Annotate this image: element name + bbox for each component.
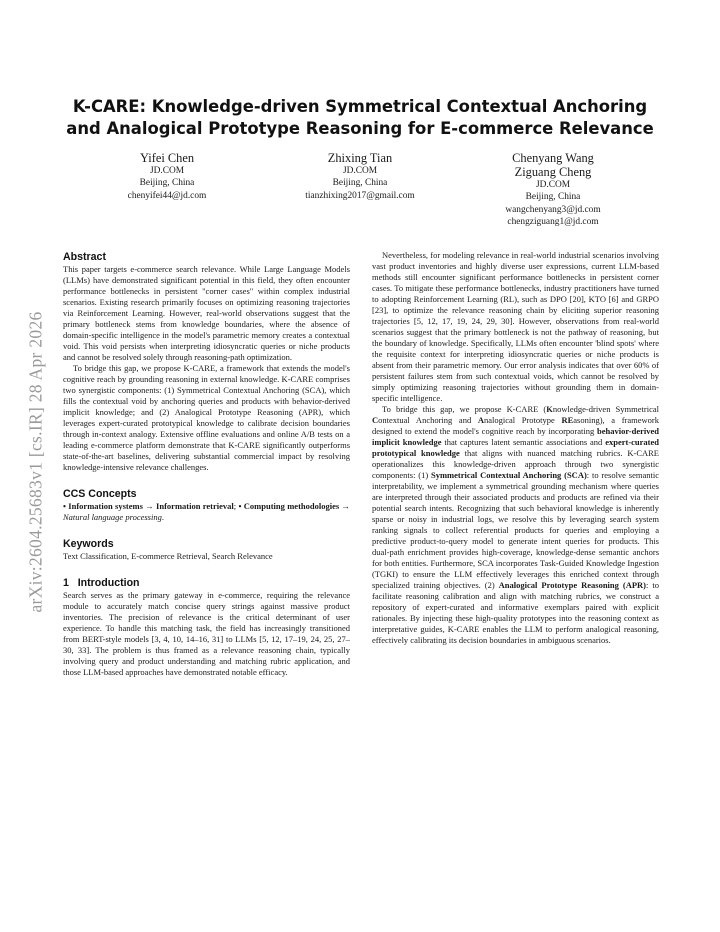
ccs-concept-2: • Computing methodologies	[238, 501, 340, 511]
right-column	[372, 250, 659, 646]
left-column	[63, 250, 350, 678]
abstract-paragraph-2: To bridge this gap, we propose K-CARE, a framework that extends the model's cognitive reach by grounding reasoning in external knowledge. K-CARE comprises two synergistic components: (1) Symmetrical Contextual Anchoring (SCA), which fills the contextual void by anchoring queries and products with behavior-derived implicit knowledge; and (2) Analogical Prototype Reasoning (APR), which leverages expert-curated prototypical knowledge to calibrate decision boundaries through in-context analogy. Extensive offline evaluations and online A/B tests on a leading e-commerce platform demonstrate that K-CARE significantly outperforms state-of-the-art baselines, delivering substantial commercial impact by resolving knowledge-intensive relevance challenges.	[63, 363, 350, 472]
arxiv-watermark	[16, 262, 56, 662]
author-org: JD.COM	[149, 166, 185, 176]
author-block-1	[92, 151, 242, 202]
author-location: Beijing, China	[525, 192, 581, 203]
author-org: JD.COM	[535, 180, 571, 190]
author-email-2: chengziguang1@jd.com	[507, 216, 599, 227]
abstract-heading: Abstract	[63, 251, 106, 263]
author-email: tianzhixing2017@gmail.com	[305, 190, 415, 201]
arxiv-id: arXiv:2604.25683v1 [cs.IR] 28 Apr 2026	[25, 311, 46, 613]
introduction-heading: 1 Introduction	[63, 577, 140, 589]
author-block-3	[478, 151, 628, 228]
emphasis-expert-knowledge: expert-curated prototypical knowledge	[372, 437, 659, 458]
title-line-1: K-CARE: Knowledge-driven Symmetrical Contextual Anchoring	[72, 97, 648, 116]
ccs-separator: ;	[233, 501, 239, 511]
emphasis-behavior-knowledge: behavior-derived implicit knowledge	[372, 426, 659, 447]
title-line-2: and Analogical Prototype Reasoning for E-commerce Relevance	[66, 119, 654, 138]
author-block-2	[280, 151, 440, 202]
right-paragraph-2: To bridge this gap, we propose K-CARE (Knowledge-driven Symmetrical Contextual Anchoring and Analogical Prototype REasoning), a framework designed to extend the model's cognitive reach by incorporating behavior-derived implicit knowledge that captures latent semantic associations and expert-curated prototypical knowledge that aligns with nuanced matching rubrics. K-CARE operationalizes this knowledge-driven approach through two synergistic components: (1) Symmetrical Contextual Anchoring (SCA): to resolve semantic interpretability, we implement a symmetrical grounding mechanism where queries are interpreted through their associated products and products are refined via their potential search intents. Recognizing that such behavioral knowledge is inherently sparse or noisy in industrial logs, we resolve this by leveraging search system ranking signals to collect referential products for queries and employing a predictive product-to-query model to generate intent queries for products. This dual-path enrichment provides high-coverage, knowledge-dense semantic anchors for both entities. Furthermore, SCA incorporates Task-Guided Knowledge Ingestion (TGKI) to ensure the LLM effectively leverages this enriched context through specialized training objectives. (2) Analogical Prototype Reasoning (APR): to facilitate reasoning calibration and align with matching rubrics, we construct a repository of expert-curated and informative exemplars paired with explicit rationales. By injecting these high-quality prototypes into the reasoning context as interpretative guides, K-CARE enables the LLM to perform analogical reasoning, effectively calibrating its decision boundaries in ambiguous scenarios.	[372, 404, 659, 645]
author-name: Zhixing Tian	[327, 151, 393, 165]
right-paragraph-1: Nevertheless, for modeling relevance in real-world industrial scenarios involving vast product inventories and highly diverse user expressions, current LLM-based methods still encounter significant performance bottlenecks in persistent corner cases. To mitigate these performance bottlenecks, industry practitioners have turned to adopting Reinforcement Learning (RL), such as DPO [20], KTO [6] and GRPO [23], to optimize the relevance reasoning chain by eliciting superior reasoning trajectories [5, 12, 17, 19, 24, 29, 30]. However, observations from real-world scenarios suggest that the primary bottleneck is not the pathway of reasoning, but the boundary of knowledge. Specifically, LLMs often encounter 'blind spots' where the requisite context for interpreting idiosyncratic queries or niche products is absent from their parametric memory. Our error analysis indicates that over 60% of persistent failures stem from such contextual voids, which cannot be resolved by simply optimizing reasoning trajectories without grounding them in domain-specific intelligence.	[372, 250, 659, 403]
emphasis-apr: Analogical Prototype Reasoning (APR)	[498, 580, 647, 590]
author-name: Yifei Chen	[139, 151, 195, 165]
author-email: chenyifei44@jd.com	[127, 190, 207, 201]
ccs-concepts	[63, 501, 350, 523]
keywords-heading: Keywords	[63, 538, 114, 550]
author-location: Beijing, China	[139, 178, 195, 189]
introduction-paragraph-1: Search serves as the primary gateway in e-commerce, requiring the relevance module to accurately match concise query strings against massive product inventories. The precision of relevance is the critical determinant of user experience. To handle this matching task, the field has increasingly transitioned from BERT-style models [3, 4, 10, 14–16, 31] to LLMs [5, 12, 17–19, 24, 25, 27–30, 33]. The problem is thus framed as a relevance reasoning chain, typically involving query and product understanding and matching rubric application, and those LLM-based approaches have demonstrated notable efficacy.	[63, 590, 350, 677]
author-location: Beijing, China	[332, 178, 388, 189]
author-org: JD.COM	[342, 166, 378, 176]
author-email: wangchenyang3@jd.com	[505, 204, 601, 215]
author-name-2: Ziguang Cheng	[514, 165, 592, 179]
ccs-arrow: →	[339, 501, 351, 511]
paper-title	[58, 96, 662, 140]
keywords-text: Text Classification, E-commerce Retrieval, Search Relevance	[63, 551, 273, 561]
emphasis-sca: Symmetrical Contextual Anchoring (SCA)	[431, 470, 587, 480]
ccs-end: .	[161, 512, 164, 522]
ccs-concept-1: • Information systems → Information retrieval	[63, 501, 234, 511]
abstract-paragraph-1: This paper targets e-commerce search relevance. While Large Language Models (LLMs) have demonstrated significant potential in this field, they often encounter performance bottlenecks in persistent "corner cases" within complex industrial scenarios. Existing research primarily focuses on optimizing reasoning trajectories via Reinforcement Learning. However, real-world observations suggest that the primary bottleneck stems from knowledge boundaries, where the absence of domain-specific intelligence in the model's parametric memory creates a contextual void. This void persists when interpreting idiosyncratic queries or niche products and cannot be resolved solely through reasoning-path optimization.	[63, 264, 350, 362]
author-name: Chenyang Wang	[512, 151, 594, 165]
ccs-concept-2-sub: Natural language processing	[63, 512, 162, 522]
ccs-heading: CCS Concepts	[63, 488, 137, 500]
